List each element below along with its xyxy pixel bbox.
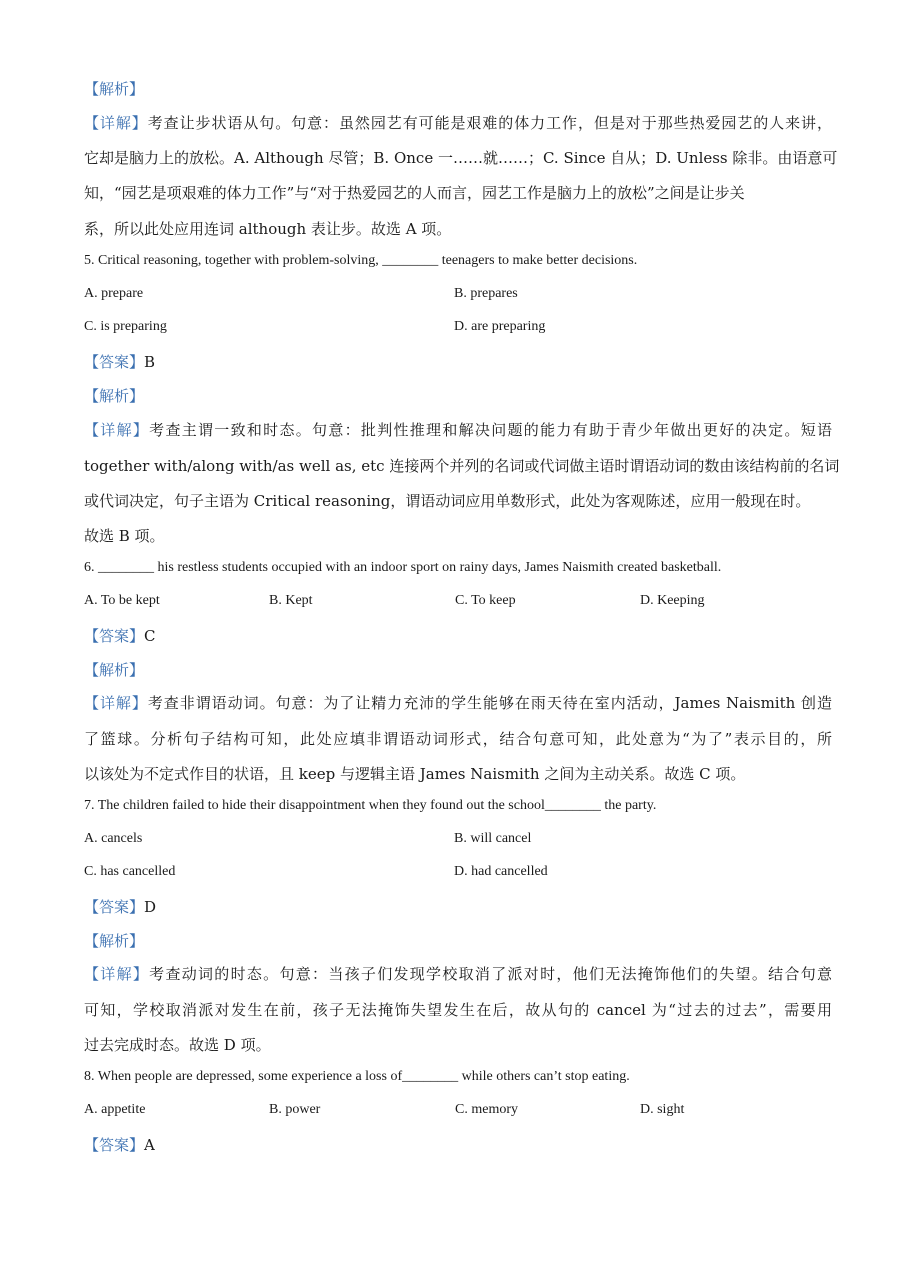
q6-stem: 6. ________ his restless students occupied with an indoor sport on rainy days, James Naismith created basketball. — [84, 560, 722, 575]
q7-stem: 7. The children failed to hide their disappointment when they found out the school________ the party. — [84, 798, 657, 813]
q4-analysis-tag: 【解析】 — [84, 80, 145, 98]
q4-detail-line-3: 知，“园艺是项艰难的体力工作”与“对于热爱园艺的人而言，园艺工作是脑力上的放松”之间是让步关 — [84, 184, 745, 202]
q7-option-c: C. has cancelled — [84, 864, 176, 879]
q5-detail-line-1: 【详解】考查主谓一致和时态。句意：批判性推理和解决问题的能力有助于青少年做出更好的决定。短语 — [84, 421, 832, 439]
q8-option-b: B. power — [269, 1102, 321, 1117]
q6-detail-line-2: 了篮球。分析句子结构可知，此处应填非谓语动词形式，结合句意可知，此处意为“为了”表示目的，所 — [84, 730, 832, 748]
q8-option-c: C. memory — [455, 1102, 518, 1117]
q8-answer: 【答案】A — [84, 1136, 155, 1154]
q7-option-b: B. will cancel — [454, 831, 532, 846]
q5-option-d: D. are preparing — [454, 319, 546, 334]
q6-option-b: B. Kept — [269, 593, 313, 608]
q4-detail-line-4: 系，所以此处应用连词 although 表让步。故选 A 项。 — [84, 220, 452, 238]
q6-option-c: C. To keep — [455, 593, 516, 608]
q5-option-a: A. prepare — [84, 286, 144, 301]
q8-option-d: D. sight — [640, 1102, 685, 1117]
q6-detail-line-1: 【详解】考查非谓语动词。句意：为了让精力充沛的学生能够在雨天待在室内活动，James Naismith 创造 — [84, 694, 832, 712]
q8-option-a: A. appetite — [84, 1102, 146, 1117]
q4-detail-line-1: 【详解】考查让步状语从句。句意：虽然园艺有可能是艰难的体力工作，但是对于那些热爱园艺的人来讲， — [84, 114, 832, 132]
q7-detail-line-2: 可知，学校取消派对发生在前，孩子无法掩饰失望发生在后，故从句的 cancel 为“过去的过去”，需要用 — [84, 1001, 832, 1019]
q7-answer: 【答案】D — [84, 898, 157, 916]
q6-option-a: A. To be kept — [84, 593, 160, 608]
q6-option-d: D. Keeping — [640, 593, 705, 608]
q7-analysis-tag: 【解析】 — [84, 932, 145, 950]
q5-option-c: C. is preparing — [84, 319, 167, 334]
q7-detail-line-1: 【详解】考查动词的时态。句意：当孩子们发现学校取消了派对时，他们无法掩饰他们的失望。结合句意 — [84, 965, 832, 983]
q6-detail-line-3: 以该处为不定式作目的状语，且 keep 与逻辑主语 James Naismith 之间为主动关系。故选 C 项。 — [84, 765, 746, 783]
q6-analysis-tag: 【解析】 — [84, 661, 145, 679]
q7-option-d: D. had cancelled — [454, 864, 548, 879]
q5-option-b: B. prepares — [454, 286, 518, 301]
q5-stem: 5. Critical reasoning, together with problem-solving, ________ teenagers to make better decisions. — [84, 253, 638, 268]
q5-detail-line-2: together with/along with/as well as, etc 连接两个并列的名词或代词做主语时谓语动词的数由该结构前的名词 — [84, 457, 840, 475]
q7-option-a: A. cancels — [84, 831, 143, 846]
q8-stem: 8. When people are depressed, some experience a loss of________ while others can’t stop eating. — [84, 1069, 630, 1084]
q5-analysis-tag: 【解析】 — [84, 387, 145, 405]
q5-detail-line-3: 或代词决定，句子主语为 Critical reasoning，谓语动词应用单数形式，此处为客观陈述，应用一般现在时。 — [84, 492, 811, 510]
q5-detail-line-4: 故选 B 项。 — [84, 527, 165, 545]
q6-answer: 【答案】C — [84, 627, 156, 645]
q5-answer: 【答案】B — [84, 353, 156, 371]
q7-detail-line-3: 过去完成时态。故选 D 项。 — [84, 1036, 271, 1054]
q4-detail-line-2: 它却是脑力上的放松。A. Although 尽管；B. Once 一……就……；C. Since 自从；D. Unless 除非。由语意可 — [84, 149, 838, 167]
